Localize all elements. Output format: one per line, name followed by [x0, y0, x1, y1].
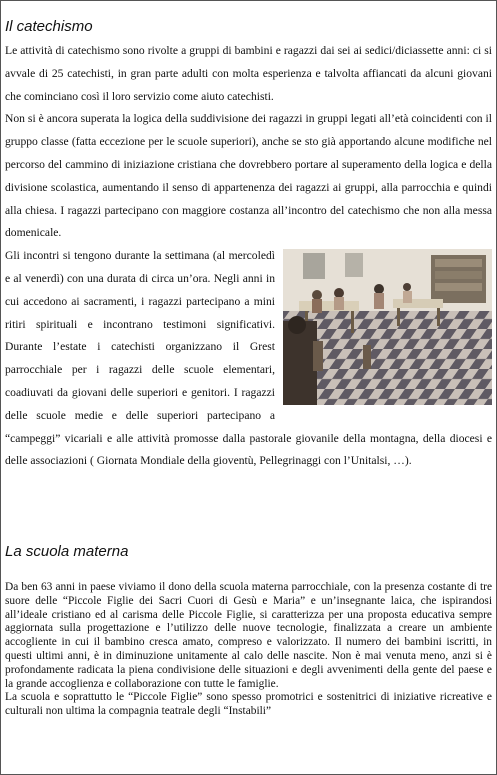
- paragraph: Gli incontri si tengono durante la settimana (al mercoledì e al venerdì) con una durata di circa un’ora. Negli anni in cui accedono ai sacramenti, i ragazzi partecipano a mini ritiri spirituali e incontrano testimoni significativi. Durante l’estate i catechisti organizzano il Grest parrocchiale per i ragazzi delle scuole elementari, coadiuvati da giovani delle superiori e genitori. I ragazzi delle scuole medie e delle superiori partecipano a “campeggi” vicariali e alle attività promosse dalla pastorale giovanile della montagna, della diocesi e delle associazioni ( Giornata Mondiale della gioventù, Pellegrinaggi con l’Unitalsi, …).: [5, 249, 492, 468]
- paragraph: Non si è ancora superata la logica della suddivisione dei ragazzi in gruppi legati all’età coincidenti con il gruppo classe (fatta eccezione per le scuole superiori), anche se sto già apportando alcune modifiche nel percorso del cammino di iniziazione cristiana che dovrebbero portare al superamento della logica e della divisione scolastica, aumentando il senso di appartenenza dei ragazzi ai gruppi, alla parrocchia e quindi alla chiesa. I ragazzi partecipano con maggiore costanza all’incontro del catechismo che non alla messa domenicale.: [5, 112, 492, 240]
- paragraph: Le attività di catechismo sono rivolte a gruppi di bambini e ragazzi dai sei ai sedici/diciassette anni: ci si avvale di 25 catechisti, in gran parte adulti con molta esperienza e talvolta affiancati da alcuni giovani che cominciano così il loro servizio come aiuto catechisti.: [5, 44, 492, 103]
- classroom-photo: [283, 249, 492, 405]
- classroom-photo-image: [283, 249, 492, 405]
- paragraph: Da ben 63 anni in paese viviamo il dono della scuola materna parrocchiale, con la presenza costante di tre suore delle “Piccole Figlie dei Sacri Cuori di Gesù e Maria” e un’insegnante laica, che ispirandosi all’ideale cristiano ed al carisma delle Piccole Figlie, si caratterizza per una proposta educativa sempre aggiornata sulla progettazione e l’utilizzo delle nuove tecnologie, finalizzata a creare un ambiente accogliente in cui il bambino cresca amato, compreso e valorizzato. Il numero dei bambini iscritti, in questi ultimi anni, è in diminuzione unitamente al calo delle nascite. Non è mai venuta meno, anzi si è profondamente radicata la piena condivisione delle situazioni e degli avvenimenti della gente del paese e la grande accoglienza e collaborazione con tutte le famiglie.: [5, 581, 492, 690]
- section-catechismo: [5, 40, 492, 473]
- paragraph: La scuola e soprattutto le “Piccole Figlie” sono spesso promotrici e sostenitrici di iniziative ricreative e culturali non ultima la compagnia teatrale degli “Instabili”: [5, 691, 492, 718]
- section-title-catechismo: Il catechismo: [5, 18, 93, 35]
- section-title-scuola-materna: La scuola materna: [5, 543, 129, 560]
- section-scuola-materna: [5, 581, 492, 719]
